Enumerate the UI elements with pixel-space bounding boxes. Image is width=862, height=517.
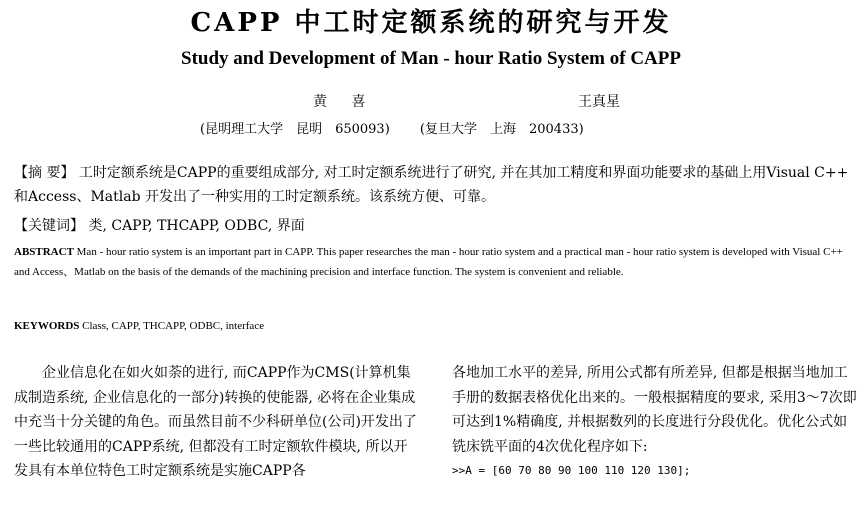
author-wang-zhenxing: 王真星 [578,94,620,110]
abstract-chinese-label: 【摘 要】 [14,165,75,181]
body-right-column [452,361,857,484]
author-huang-xi: 黄 喜 [313,94,376,110]
abstract-english-label: ABSTRACT [14,246,74,258]
keywords-english-label: KEYWORDS [14,320,80,332]
abstract-english-text: Man - hour ratio system is an important part in CAPP. This paper researches the man - hour ratio system and a practical man - hour ratio system is developed with Visual C++ and Access、Matlab on the basis of the demands of the machining precision and interface function. The system is convenient and reliable. [14,246,843,278]
abstract-chinese [14,161,854,209]
keywords-chinese-label: 【关键词】 [14,218,84,234]
keywords-chinese [14,214,854,238]
keywords-english [14,314,854,338]
affiliation-fudan: (复旦大学 上海 200433) [419,122,584,137]
paper-title-english: Study and Development of Man - hour Ratio System of CAPP [181,48,681,69]
abstract-english [14,242,854,282]
affiliation-kunming: (昆明理工大学 昆明 650093) [200,122,390,137]
abstract-chinese-text: 工时定额系统是CAPP的重要组成部分, 对工时定额系统进行了研究, 并在其加工精度和界面功能要求的基础上用Visual C++ 和Access、Matlab 开发出了一种实用的工时定额系统。该系统方便、可靠。 [14,165,849,205]
affiliations [200,118,610,137]
keywords-english-text: Class, CAPP, THCAPP, ODBC, interface [82,320,265,332]
body-left-column [14,361,419,484]
paper-title-chinese: CAPP 中工时定额系统的研究与开发 [190,8,672,38]
body-left-paragraph: 企业信息化在如火如荼的进行, 而CAPP作为CMS(计算机集成制造系统, 企业信息化的一部分)转换的使能器, 必将在企业集成中充当十分关键的角色。而虽然目前不少科研单位(公司)开发出了一些比较通用的CAPP系统, 但都没有工时定额软件模块, 所以开发具有本单位特色工时定额系统是实施CAPP各 [14,365,417,479]
code-line: >>A = [60 70 80 90 100 110 120 130]; [452,464,691,477]
body-right-paragraph: 各地加工水平的差异, 所用公式都有所差异, 但都是根据当地加工手册的数据表格优化出来的。一般根据精度的要求, 采用3～7次即可达到1%精确度, 并根据数列的长度进行分段优化。优化公式如铣床铣平面的4次优化程序如下: [452,365,857,455]
keywords-chinese-text: 类, CAPP, THCAPP, ODBC, 界面 [88,218,305,234]
